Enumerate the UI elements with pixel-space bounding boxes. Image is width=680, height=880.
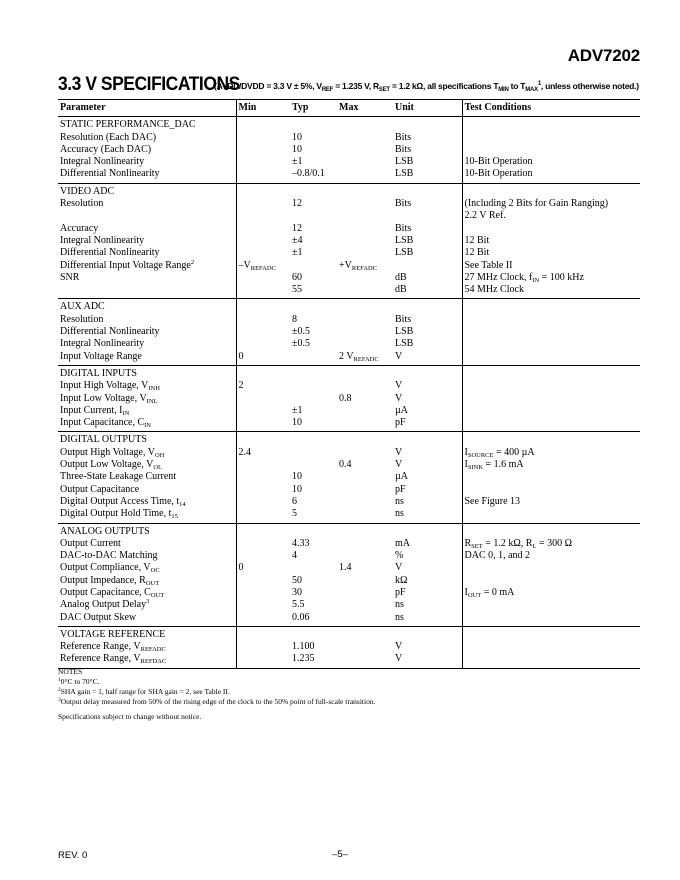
table-row: SNR 60 dB 27 MHz Clock, $f_{IN} = 100$ kHz bbox=[58, 272, 640, 284]
table-row: Resolution 12 Bits (Including 2 Bits for Gain Ranging) bbox=[58, 198, 640, 210]
table-row: Output Capacitance, $C_{OUT}$ 30 pF $I_{OUT} = 0$ mA bbox=[58, 587, 640, 599]
page-number: –5– bbox=[332, 849, 348, 860]
title-conditions: (AVDD/DVDD = 3.3 V ± 5%, $V_{REF} = 1.235$ V, $R_{SET} = 1.2$ kΩ, all specifications $T_{MIN}$ to $T_{MAX}^1$, unless otherwise noted.) bbox=[214, 81, 639, 93]
table-row: Digital Output Access Time, $t_{14}$ 6 ns See Figure 13 bbox=[58, 496, 640, 508]
table-row: 2.2 V Ref. bbox=[58, 210, 640, 222]
notes-heading: NOTES bbox=[58, 667, 83, 676]
table-row: Input Voltage Range 0 2 $V_{REFADC}$ V bbox=[58, 351, 640, 366]
table-row: DAC Output Skew 0.06 ns bbox=[58, 612, 640, 627]
section-heading bbox=[58, 432, 640, 447]
section-analog-outputs: ANALOG OUTPUTS bbox=[58, 523, 236, 538]
table-row: Resolution (Each DAC) 10 Bits bbox=[58, 132, 640, 144]
table-row: Integral Nonlinearity ±1 LSB 10-Bit Operation bbox=[58, 156, 640, 168]
page-title: 3.3 V SPECIFICATIONS bbox=[58, 74, 240, 95]
col-header-test-conditions: Test Conditions bbox=[462, 100, 640, 117]
table-row: Reference Range, $V_{REFADC}$ 1.100 V bbox=[58, 641, 640, 653]
table-row: Integral Nonlinearity ±4 LSB 12 Bit bbox=[58, 235, 640, 247]
table-row: Output High Voltage, $V_{OH}$ 2.4 V $I_{SOURCE} = 400$ µA bbox=[58, 447, 640, 459]
table-row: Input Current, $I_{IN}$ ±1 µA bbox=[58, 405, 640, 417]
table-row: Resolution 8 Bits bbox=[58, 314, 640, 326]
col-header-typ: Typ bbox=[290, 100, 337, 117]
section-voltage-reference: VOLTAGE REFERENCE bbox=[58, 626, 236, 641]
table-row: Output Capacitance 10 pF bbox=[58, 484, 640, 496]
table-row: Differential Nonlinearity ±0.5 LSB bbox=[58, 326, 640, 338]
col-header-max: Max bbox=[337, 100, 393, 117]
table-row: 55 dB 54 MHz Clock bbox=[58, 284, 640, 299]
table-row: Accuracy (Each DAC) 10 Bits bbox=[58, 144, 640, 156]
table-header bbox=[58, 100, 640, 117]
spec-table bbox=[58, 99, 640, 669]
table-row: Output Compliance, $V_{OC}$ 0 1.4 V bbox=[58, 562, 640, 574]
table-row: Digital Output Hold Time, $t_{15}$ 5 ns bbox=[58, 508, 640, 523]
section-digital-outputs: DIGITAL OUTPUTS bbox=[58, 432, 236, 447]
table-row: Output Current 4.33 mA $R_{SET} = 1.2$ kΩ, $R_L = 300$ Ω bbox=[58, 538, 640, 550]
section-heading bbox=[58, 183, 640, 198]
revision: REV. 0 bbox=[58, 850, 88, 861]
section-digital-inputs: DIGITAL INPUTS bbox=[58, 365, 236, 380]
table-row: Integral Nonlinearity ±0.5 LSB bbox=[58, 338, 640, 350]
note-3: $^3$Output delay measured from 50% of the rising edge of the clock to the 50% point of full-scale transition. bbox=[58, 697, 376, 706]
table-row: Reference Range, $V_{REFDAC}$ 1.235 V bbox=[58, 653, 640, 668]
col-header-unit: Unit bbox=[393, 100, 462, 117]
table-row: Differential Nonlinearity ±1 LSB 12 Bit bbox=[58, 247, 640, 259]
note-1: $^1$0°C to 70°C. bbox=[58, 677, 100, 686]
section-video-adc: VIDEO ADC bbox=[58, 183, 236, 198]
table-row: Accuracy 12 Bits bbox=[58, 223, 640, 235]
table-row: Differential Input Voltage Range$^2$ $-V_{REFADC}$ $+V_{REFADC}$ See Table II bbox=[58, 260, 640, 272]
title-row bbox=[58, 74, 640, 96]
table-row: Analog Output Delay$^3$ 5.5 ns bbox=[58, 599, 640, 611]
section-static-performance: STATIC PERFORMANCE_DAC bbox=[58, 117, 236, 132]
specs-subject-note: Specifications subject to change without notice. bbox=[58, 712, 202, 721]
table-row: Output Impedance, $R_{OUT}$ 50 kΩ bbox=[58, 575, 640, 587]
table-row: Output Low Voltage, $V_{OL}$ 0.4 V $I_{SINK} = 1.6$ mA bbox=[58, 459, 640, 471]
section-aux-adc: AUX ADC bbox=[58, 299, 236, 314]
table-row: Three-State Leakage Current 10 µA bbox=[58, 471, 640, 483]
table-row: Input Low Voltage, $V_{INL}$ 0.8 V bbox=[58, 393, 640, 405]
table-row: DAC-to-DAC Matching 4 % DAC 0, 1, and 2 bbox=[58, 550, 640, 562]
section-heading bbox=[58, 117, 640, 132]
part-number: ADV7202 bbox=[567, 46, 640, 65]
table-row: Differential Nonlinearity –0.8/0.1 LSB 10-Bit Operation bbox=[58, 168, 640, 183]
col-header-min: Min bbox=[236, 100, 290, 117]
table-row: Input Capacitance, $C_{IN}$ 10 pF bbox=[58, 417, 640, 432]
table-row: Input High Voltage, $V_{INH}$ 2 V bbox=[58, 380, 640, 392]
note-2: $^2$SHA gain = 1, half range for SHA gain = 2, see Table II. bbox=[58, 687, 230, 696]
section-heading bbox=[58, 626, 640, 641]
notes bbox=[58, 667, 375, 722]
section-heading bbox=[58, 299, 640, 314]
section-heading bbox=[58, 365, 640, 380]
section-heading bbox=[58, 523, 640, 538]
col-header-parameter: Parameter bbox=[58, 100, 236, 117]
